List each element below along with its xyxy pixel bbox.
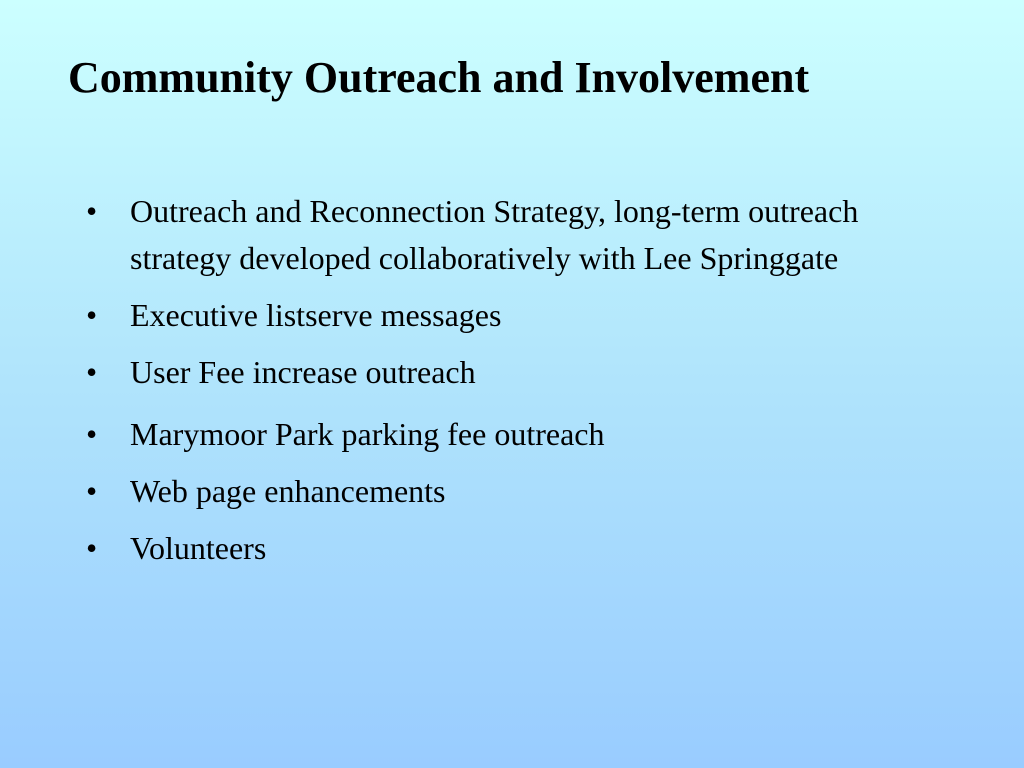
bullet-icon: • (86, 193, 98, 229)
bullet-icon: • (86, 530, 98, 566)
bullet-text: User Fee increase outreach (130, 354, 476, 390)
bullet-icon: • (86, 297, 98, 333)
bullet-item (82, 411, 942, 458)
bullet-icon: • (86, 354, 98, 390)
bullet-text: Volunteers (130, 530, 267, 566)
bullet-item (82, 525, 942, 572)
bullet-item (82, 349, 942, 396)
bullet-item (82, 468, 942, 515)
slide-title: Community Outreach and Involvement (68, 53, 810, 102)
bullet-item (82, 292, 942, 339)
bullet-icon: • (86, 416, 98, 452)
bullet-item (82, 188, 942, 282)
bullet-text: Marymoor Park parking fee outreach (130, 416, 605, 452)
bullet-list (82, 188, 942, 572)
bullet-icon: • (86, 473, 98, 509)
bullet-text: Outreach and Reconnection Strategy, long-term outreach strategy developed collaboratively with Lee Springgate (130, 193, 859, 276)
bullet-text: Web page enhancements (130, 473, 446, 509)
bullet-text: Executive listserve messages (130, 297, 502, 333)
